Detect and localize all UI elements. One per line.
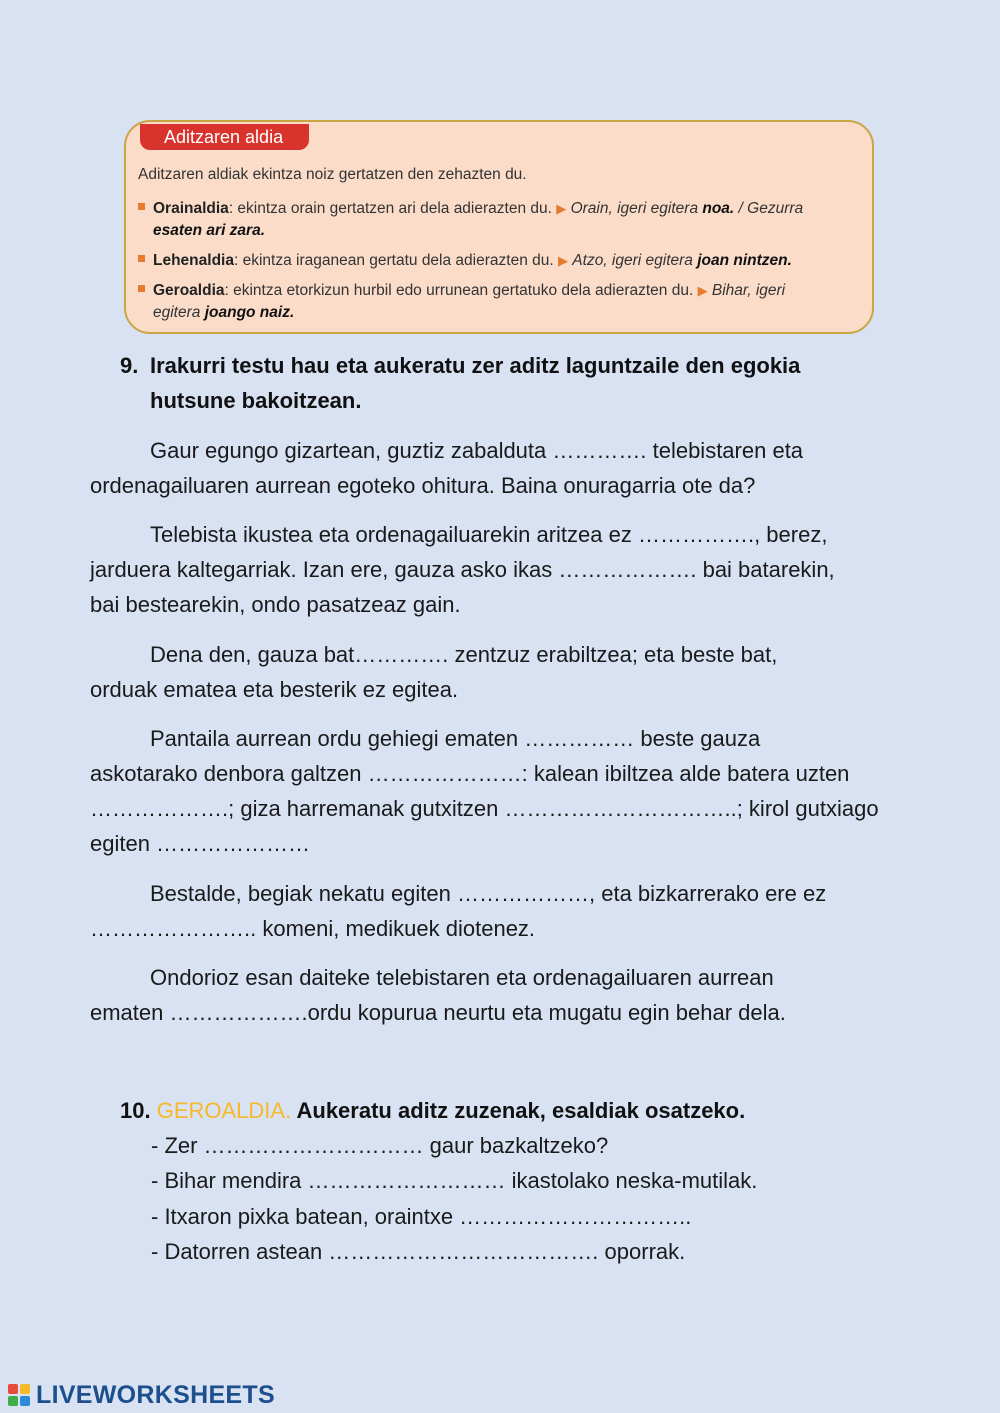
grammar-item-orainaldia: Orainaldia: ekintza orain gertatzen ari dela adierazten du. ▶ Orain, igeri egitera noa. / Gezurra esaten ari zara. bbox=[138, 198, 858, 242]
paragraph-5: Bestalde, begiak nekatu egiten ………………, eta bizkarrerako ere ez ………………….. komeni, medikuek diotenez. bbox=[90, 881, 827, 941]
bullet-icon bbox=[138, 255, 145, 262]
paragraph-2: Telebista ikustea eta ordenagailuarekin aritzea ez ……………., berez, jarduera kaltegarriak. Izan ere, gauza asko ikas ………………. bai batarekin, bai bestearekin, ondo pasatzeaz gain. bbox=[90, 522, 835, 617]
paragraph-1: Gaur egungo gizartean, guztiz zabalduta …………. telebistaren eta ordenagailuaren aurrean egoteko ohitura. Baina onuragarria ote da? bbox=[90, 438, 804, 498]
paragraph-3: Dena den, gauza bat…………. zentzuz erabiltzea; eta beste bat, orduak ematea eta besterik ez egitea. bbox=[90, 642, 778, 702]
arrow-right-icon: ▶ bbox=[697, 283, 708, 298]
question-10-title: 10. GEROALDIA. Aukeratu aditz zuzenak, esaldiak osatzeko. bbox=[120, 1098, 746, 1123]
paragraph-6: Ondorioz esan daiteke telebistaren eta ordenagailuaren aurrean ematen ……………….ordu kopurua neurtu eta mugatu egin behar dela. bbox=[90, 965, 786, 1025]
grammar-box bbox=[124, 120, 874, 334]
bullet-icon bbox=[138, 285, 145, 292]
logo-blocks-icon bbox=[8, 1382, 34, 1408]
grammar-box-title: Aditzaren aldia bbox=[140, 124, 309, 150]
bullet-icon bbox=[138, 203, 145, 210]
arrow-right-icon: ▶ bbox=[556, 201, 567, 216]
arrow-right-icon: ▶ bbox=[557, 253, 568, 268]
paragraph-4: Pantaila aurrean ordu gehiegi ematen …………… beste gauza askotarako denbora galtzen …………………: kalean ibiltzea alde batera uzten ……………….; giza harremanak gutxitzen …………………………..; kirol gutxiago egiten ………………… bbox=[90, 726, 879, 856]
liveworksheets-logo[interactable] bbox=[8, 1380, 275, 1410]
exercise-item: - Itxaron pixka batean, oraintxe ………………………….. bbox=[151, 1204, 692, 1229]
exercise-item: - Datorren astean ………………………………. oporrak. bbox=[151, 1239, 686, 1264]
grammar-item-geroaldia: Geroaldia: ekintza etorkizun hurbil edo urrunean gertatuko dela adierazten du. ▶ Bihar, igeri egitera joango naiz. bbox=[138, 280, 858, 324]
question-9-title: 9. Irakurri testu hau eta aukeratu zer aditz laguntzaile den egokia hutsune bakoitzean. bbox=[120, 353, 801, 413]
grammar-intro: Aditzaren aldiak ekintza noiz gertatzen den zehazten du. bbox=[138, 166, 527, 183]
tense-highlight: GEROALDIA. bbox=[156, 1098, 292, 1123]
grammar-item-lehenaldia: Lehenaldia: ekintza iraganean gertatu dela adierazten du. ▶ Atzo, igeri egitera joan nintzen. bbox=[138, 250, 858, 272]
exercise-item: - Bihar mendira ……………………… ikastolako neska-mutilak. bbox=[151, 1168, 758, 1193]
logo-text: LIVEWORKSHEETS bbox=[36, 1380, 275, 1409]
exercise-item: - Zer ………………………… gaur bazkaltzeko? bbox=[151, 1133, 609, 1158]
